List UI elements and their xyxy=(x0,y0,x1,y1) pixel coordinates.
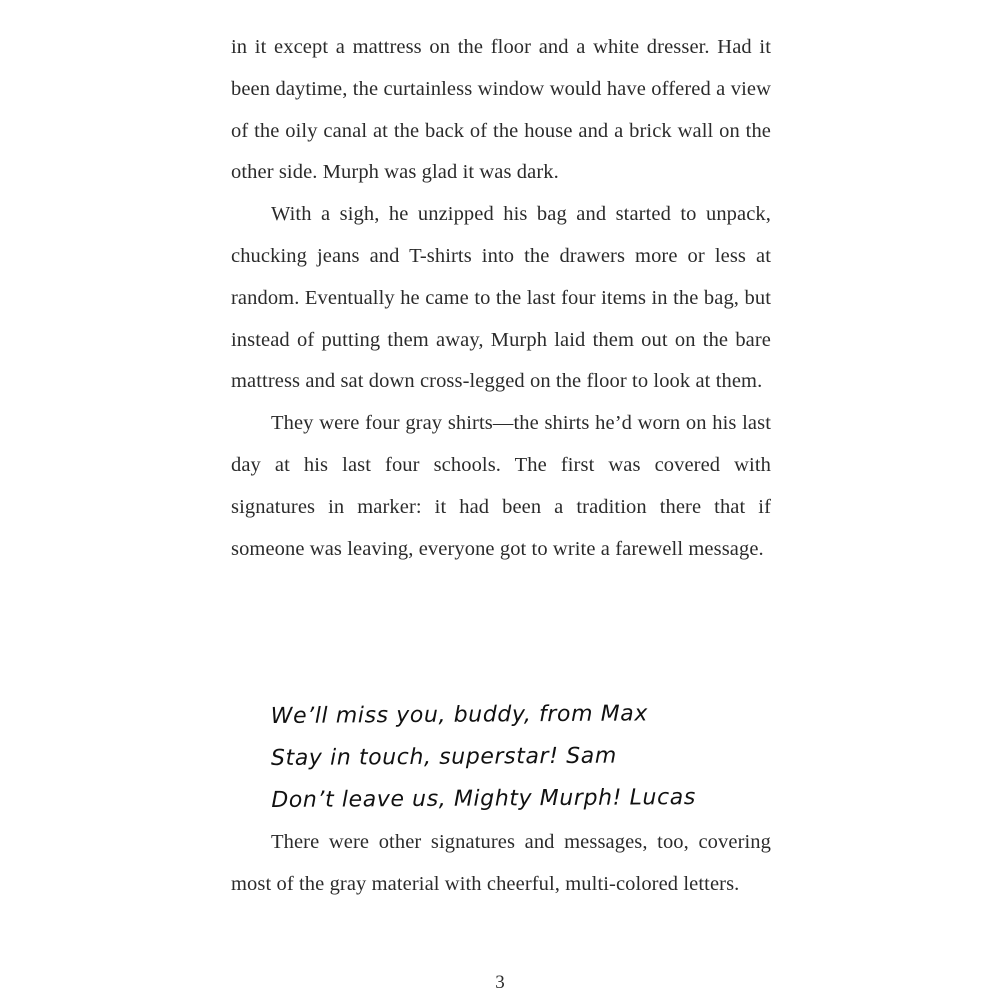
signature-lucas: Don’t leave us, Mighty Murph! Lucas xyxy=(271,784,696,813)
page-number: 3 xyxy=(495,972,505,993)
paragraph-2: With a sigh, he unzipped his bag and started to unpack, chucking jeans and T-shirts into the drawers more or less at random. Eventually he came to the last four items in the bag, but instead of putting them away, Murph laid them out on the bare mattress and sat down cross-legged on the floor to look at them. xyxy=(231,203,771,393)
body-text-bottom xyxy=(231,822,771,906)
body-text-top xyxy=(231,27,771,570)
signature-sam: Stay in touch, superstar! Sam xyxy=(270,743,617,771)
handwritten-signatures xyxy=(271,693,772,822)
signature-max: We’ll miss you, buddy, from Max xyxy=(270,701,649,730)
paragraph-1: in it except a mattress on the floor and a white dresser. Had it been daytime, the curtainless window would have offered a view of the oily canal at the back of the house and a brick wall on the other side. Murph was glad it was dark. xyxy=(231,36,771,184)
paragraph-3: They were four gray shirts—the shirts he’d worn on his last day at his last four schools. The first was covered with signatures in marker: it had been a tradition there that if someone was leaving, everyone got to write a farewell message. xyxy=(231,412,771,560)
paragraph-4: There were other signatures and messages, too, covering most of the gray material with cheerful, multi-colored letters. xyxy=(231,831,771,895)
